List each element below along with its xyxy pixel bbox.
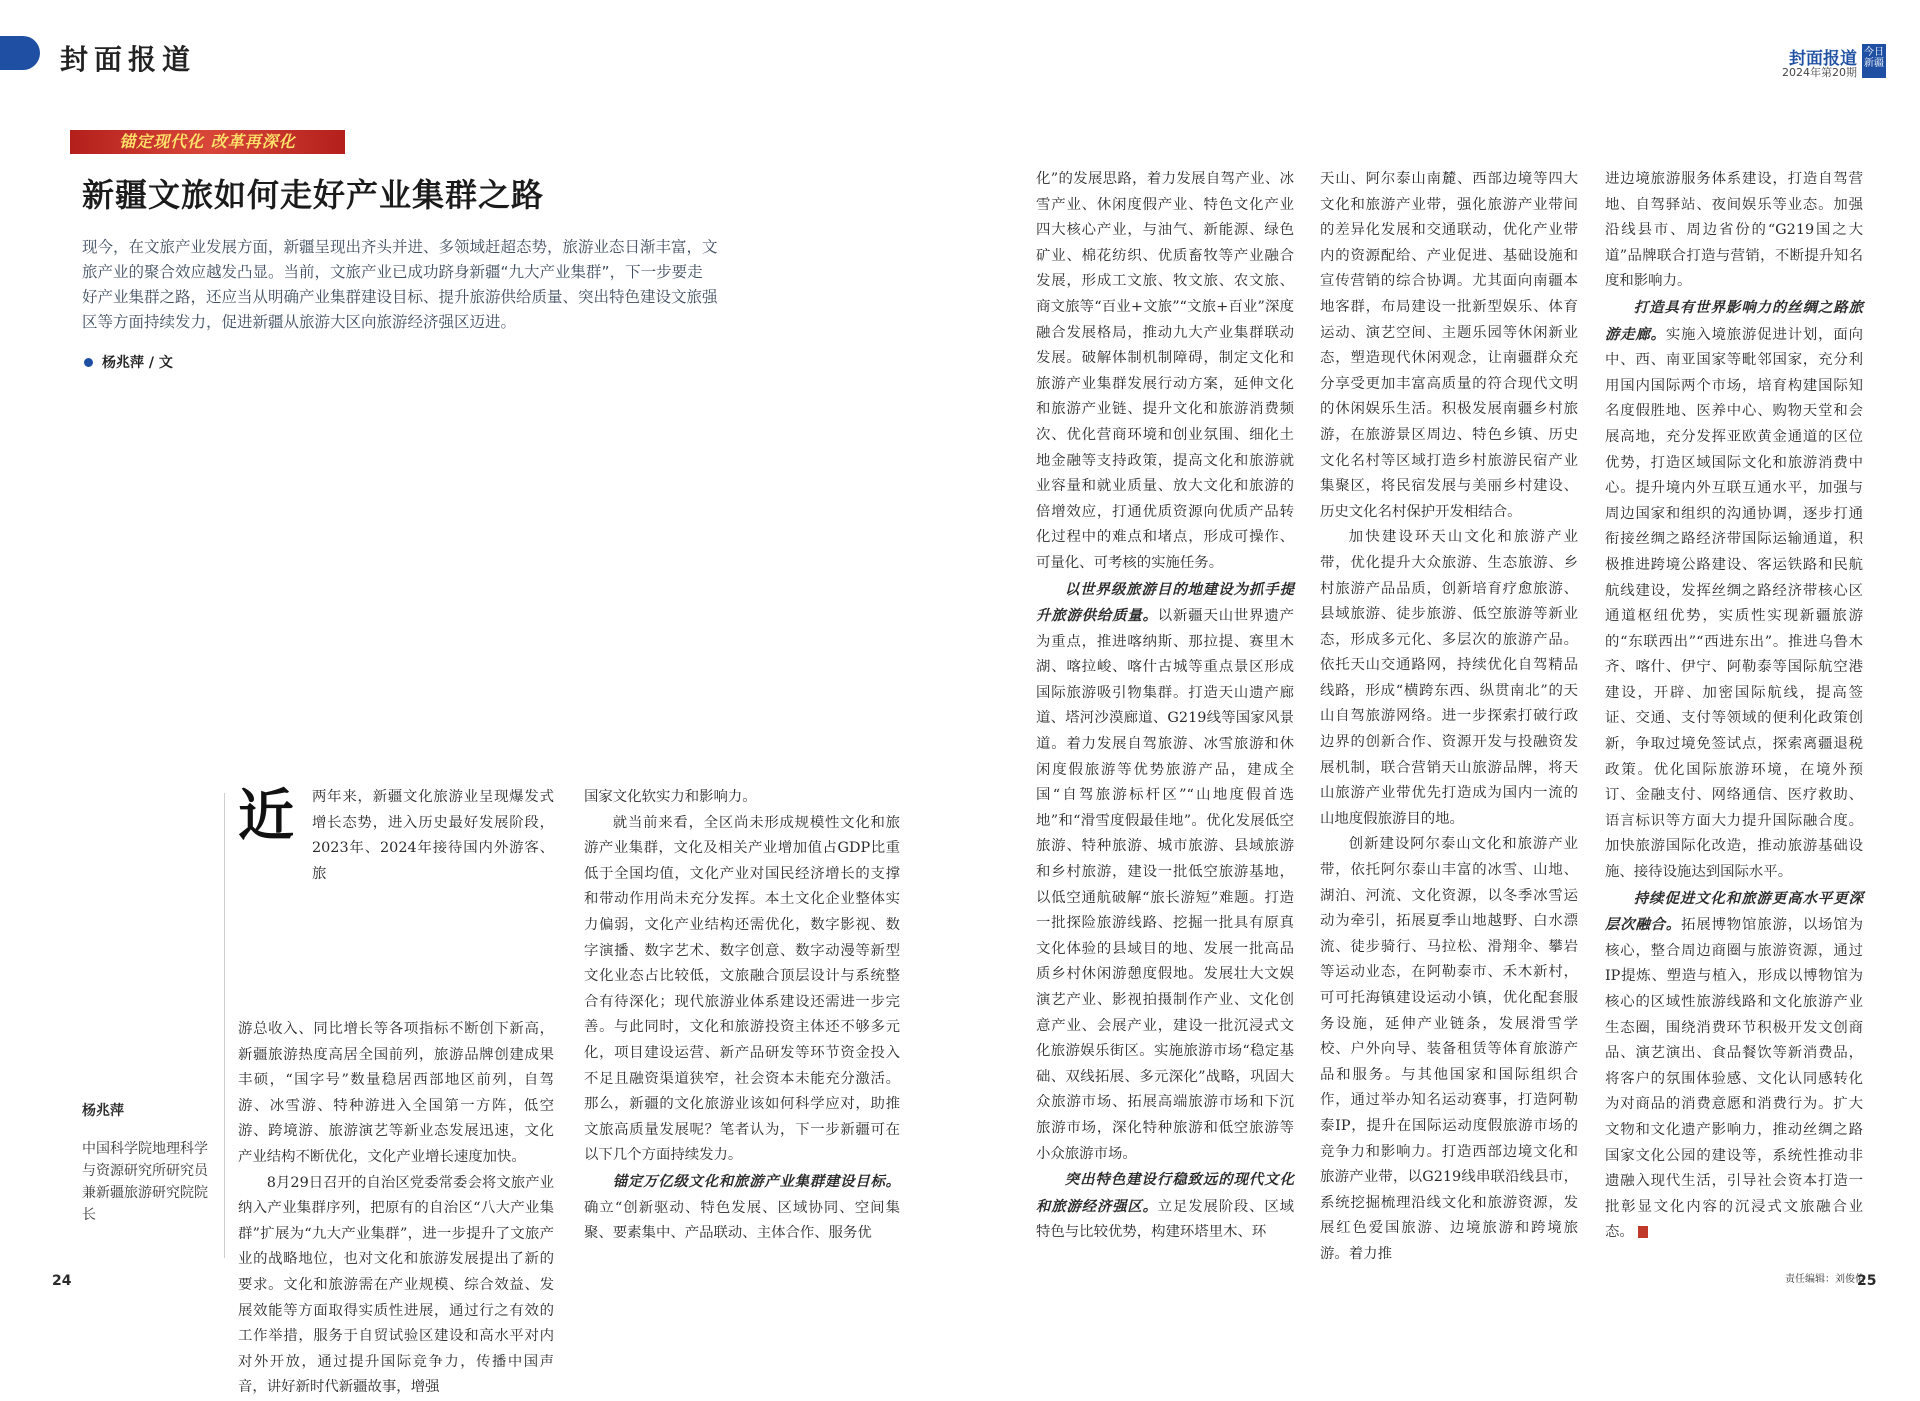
page-number-right: 25	[1857, 1273, 1877, 1289]
drop-cap: 近	[238, 784, 294, 849]
byline-bullet	[84, 358, 93, 367]
body-paragraph	[1036, 577, 1294, 1168]
section-title: 封面报道	[60, 43, 197, 76]
body-column-1	[238, 1017, 554, 1401]
byline: 杨兆萍 / 文	[102, 355, 173, 371]
body-text: 拓展博物馆旅游，以场馆为核心，整合周边商圈与旅游资源，通过IP提炼、塑造与植入，形成以博物馆为核心的区域性旅游线路和文化旅游产业生态圈，围绕消费环节积极开发文创商品、演艺演出、食品餐饮等新消费品，将客户的氛围体验感、文化认同感转化为对商品的消费意愿和消费行为。扩大文物和文化遗产影响力，推动丝绸之路国家文化公园的建设等，系统性推动非遗融入现代生活，引导社会资本打造一批彰显文化内容的沉浸式文旅融合业态。	[1605, 917, 1863, 1241]
body-paragraph: 8月29日召开的自治区党委常委会将文旅产业纳入产业集群序列，把原有的自治区“八大产业集群”扩展为“九大产业集群”，进一步提升了文旅产业的战略地位，也对文化和旅游发展提出了新的要求。文化和旅游需在产业规模、综合效益、发展效能等方面取得实质性进展，通过行之有效的工作举措，服务于自贸试验区建设和高水平对内对外开放，通过提升国际竞争力，传播中国声音，讲好新时代新疆故事，增强	[238, 1174, 554, 1396]
author-name: 杨兆萍	[82, 1103, 124, 1119]
kicker-banner	[70, 130, 345, 154]
subheading: 持续促进文化和旅游更高水平更深层次融合。	[1605, 889, 1863, 934]
body-paragraph	[1605, 886, 1863, 1246]
subheading: 突出特色建设行稳致远的现代文化和旅游经济强区。	[1036, 1171, 1294, 1215]
body-paragraph: 国家文化软实力和影响力。	[584, 789, 757, 805]
editor-credit: 责任编辑：刘俊佑	[1785, 1274, 1865, 1285]
page-number-left: 24	[52, 1273, 72, 1289]
body-paragraph	[1036, 1167, 1294, 1246]
body-paragraph: 天山、阿尔泰山南麓、西部边境等四大文化和旅游产业带，强化旅游产业带间的差异化发展和交通联动，优化产业带内的资源配给、产业促进、基础设施和宣传营销的综合协调。尤其面向南疆本地客群，布局建设一批新型娱乐、体育运动、演艺空间、主题乐园等休闲新业态，塑造现代休闲观念，让南疆群众充分享受更加丰富高质量的符合现代文明的休闲娱乐生活。积极发展南疆乡村旅游，在旅游景区周边、特色乡镇、历史文化名村等区域打造乡村旅游民宿产业集聚区，将民宿发展与美丽乡村建设、历史文化名村保护开发相结合。	[1320, 171, 1578, 520]
body-paragraph	[584, 1169, 900, 1247]
subheading: 以世界级旅游目的地建设为抓手提升旅游供给质量。	[1036, 580, 1294, 625]
author-description: 中国科学院地理科学与资源研究所研究员兼新疆旅游研究院院长	[82, 1141, 208, 1223]
body-paragraph: 化”的发展思路，着力发展自驾产业、冰雪产业、休闲度假产业、特色文化产业四大核心产业，与油气、新能源、绿色矿业、棉花纺织、优质畜牧等产业融合发展，形成工文旅、牧文旅、农文旅、商文旅等“百业+文旅”“文旅+百业”深度融合发展格局，推动九大产业集群联动发展。破解体制机制障碍，制定文化和旅游产业集群发展行动方案，延伸文化和旅游产业链、提升文化和旅游消费频次、优化营商环境和创业氛围、细化土地金融等支持政策，提高文化和旅游就业容量和就业质量、放大文化和旅游的倍增效应，打通优质资源向优质产品转化过程中的难点和堵点，形成可操作、可量化、可考核的实施任务。	[1036, 171, 1294, 571]
body-column-3	[1036, 167, 1294, 1246]
end-mark-icon	[1638, 1226, 1648, 1238]
subheading: 打造具有世界影响力的丝绸之路旅游走廊。	[1605, 298, 1863, 343]
body-paragraph: 游总收入、同比增长等各项指标不断创下新高，新疆旅游热度高居全国前列，旅游品牌创建成果丰硕，“国字号”数量稳居西部地区前列，自驾游、冰雪游、特种游进入全国第一方阵，低空游、跨境游、旅游演艺等新业态发展迅速，文化产业结构不断优化，文化产业增长速度加快。	[238, 1021, 554, 1165]
body-text: 实施入境旅游促进计划，面向中、西、南亚国家等毗邻国家，充分利用国内国际两个市场，培育构建国际知名度假胜地、医养中心、购物天堂和会展高地，充分发挥亚欧黄金通道的区位优势，打造区域国际文化和旅游消费中心。提升境内外互联互通水平，加强与周边国家和组织的沟通协调，逐步打通衔接丝绸之路经济带国际运输通道，积极推进跨境公路建设、客运铁路和民航航线建设，发挥丝绸之路经济带核心区通道枢纽优势，实质性实现新疆旅游的“东联西出”“西进东出”。推进乌鲁木齐、喀什、伊宁、阿勒泰等国际航空港建设，开辟、加密国际航线，提高签证、交通、支付等领域的便利化政策创新，争取过境免签试点，探索离疆退税政策。优化国际旅游环境，在境外预订、金融支付、网络通信、医疗救助、语言标识等方面大力提升国际融合度。加快旅游国际化改造，推动旅游基础设施、接待设施达到国际水平。	[1605, 326, 1863, 881]
body-column-4	[1320, 167, 1578, 1268]
issue-number: 2024年第20期	[1782, 66, 1857, 79]
magazine-logo-badge: 今日新疆	[1862, 44, 1886, 78]
body-text: 立足发展阶段、区域特色与比较优势，构建环塔里木、环	[1036, 1198, 1294, 1241]
kicker-text: 锚定现代化 改革再深化	[119, 132, 296, 151]
body-paragraph: 就当前来看，全区尚未形成规模性文化和旅游产业集群，文化及相关产业增加值占GDP比重低于全国均值，文化产业对国民经济增长的支撑和带动作用尚未充分发挥。本土文化企业整体实力偏弱，文化产业结构还需优化，数字影视、数字演播、数字艺术、数字创意、数字动漫等新型文化业态占比较低，文旅融合顶层设计与系统整合有待深化；现代旅游业体系建设还需进一步完善。与此同时，文化和旅游投资主体还不够多元化，项目建设运营、新产品研发等环节资金投入不足且融资渠道狭窄，社会资本未能充分激活。那么，新疆的文化旅游业该如何科学应对，助推文旅高质量发展呢？笔者认为，下一步新疆可在以下几个方面持续发力。	[584, 814, 900, 1164]
body-column-5	[1605, 167, 1863, 1246]
author-divider	[224, 793, 225, 1258]
body-paragraph: 创新建设阿尔泰山文化和旅游产业带，依托阿尔泰山丰富的冰雪、山地、湖泊、河流、文化资源，以冬季冰雪运动为牵引，拓展夏季山地越野、白水漂流、徒步骑行、马拉松、滑翔伞、攀岩等运动业态，在阿勒泰市、禾木新村，可可托海镇建设运动小镇，优化配套服务设施，延伸产业链条，发展滑雪学校、户外向导、装备租赁等体育旅游产品和服务。与其他国家和国际组织合作，通过举办知名运动赛事，打造阿勒泰IP，提升在国际运动度假旅游市场的竞争力和影响力。打造西部边境文化和旅游产业带，以G219线串联沿线县市，系统挖掘梳理沿线文化和旅游资源，发展红色爱国旅游、边境旅游和跨境旅游。着力推	[1320, 836, 1578, 1262]
body-paragraph	[1605, 295, 1863, 886]
subheading: 锚定万亿级文化和旅游产业集群建设目标。	[612, 1172, 900, 1190]
body-paragraph: 两年来，新疆文化旅游业呈现爆发式增长态势，进入历史最好发展阶段，2023年、2024年接待国内外游客、旅	[312, 789, 554, 882]
magazine-section-label: 封面报道	[1789, 49, 1857, 69]
body-column-2	[584, 785, 900, 1247]
body-text: 以新疆天山世界遗产为重点，推进喀纳斯、那拉提、赛里木湖、喀拉峻、喀什古城等重点景区形成国际旅游吸引物集群。打造天山遗产廊道、塔河沙漠廊道、G219线等国家风景道。着力发展自驾旅游、冰雪旅游和休闲度假旅游等优势旅游产品，建成全国“自驾旅游标杆区”“山地度假首选地”和“滑雪度假最佳地”。优化发展低空旅游、特种旅游、城市旅游、县域旅游和乡村旅游，建设一批低空旅游基地，以低空通航破解“旅长游短”难题。打造一批探险旅游线路、挖掘一批具有原真文化体验的县域目的地、发展一批高品质乡村休闲游憩度假地。发展壮大文娱演艺产业、影视拍摄制作产业、文化创意产业、会展产业，建设一批沉浸式文化旅游娱乐街区。实施旅游市场“稳定基础、双线拓展、多元深化”战略，巩固大众旅游市场、拓展高端旅游市场和下沉旅游市场，深化特种旅游和低空旅游等小众旅游市场。	[1036, 608, 1294, 1162]
body-column-1-top	[312, 785, 554, 887]
body-paragraph: 加快建设环天山文化和旅游产业带，优化提升大众旅游、生态旅游、乡村旅游产品品质，创新培育疗愈旅游、县域旅游、徒步旅游、低空旅游等新业态，形成多元化、多层次的旅游产品。依托天山交通路网，持续优化自驾精品线路，形成“横跨东西、纵贯南北”的天山自驾旅游网络。进一步探索打破行政边界的创新合作、资源开发与投融资发展机制，联合营销天山旅游品牌，将天山旅游产业带优先打造成为国内一流的山地度假旅游目的地。	[1320, 529, 1578, 827]
body-text: 确立“创新驱动、特色发展、区域协同、空间集聚、要素集中、产品联动、主体合作、服务优	[584, 1199, 900, 1242]
body-paragraph: 进边境旅游服务体系建设，打造自驾营地、自驾驿站、夜间娱乐等业态。加强沿线县市、周边省份的“G219国之大道”品牌联合打造与营销，不断提升知名度和影响力。	[1605, 171, 1863, 290]
article-lead: 现今，在文旅产业发展方面，新疆呈现出齐头并进、多领域赶超态势，旅游业态日渐丰富，文旅产业的聚合效应越发凸显。当前，文旅产业已成功跻身新疆“九大产业集群”，下一步要走好产业集群之路，还应当从明确产业集群建设目标、提升旅游供给质量、突出特色建设文旅强区等方面持续发力，促进新疆从旅游大区向旅游经济强区迈进。	[82, 238, 718, 331]
section-marker	[0, 36, 40, 70]
article-title: 新疆文旅如何走好产业集群之路	[82, 176, 545, 214]
